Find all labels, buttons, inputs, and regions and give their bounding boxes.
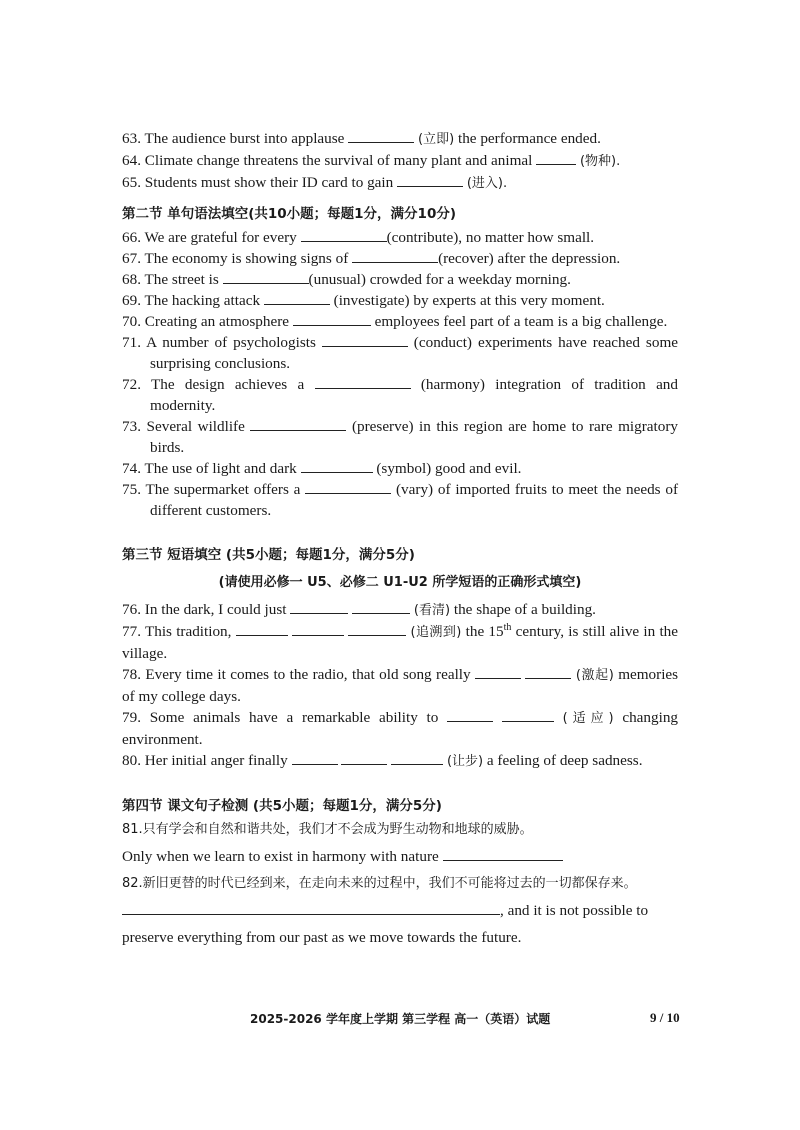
question-73: 73. Several wildlife (preserve) in this region are home to rare migratory birds. [122,418,678,456]
question-66: 66. We are grateful for every (contribute), no matter how small. [122,229,595,246]
answer-blank[interactable] [292,623,344,636]
question-68: 68. The street is (unusual) crowded for a weekday morning. [122,271,571,288]
question-77: 77. This tradition, (追溯到) the 15th century, is still alive in the village. [122,621,679,662]
answer-blank[interactable] [292,752,338,765]
question-63: 63. The audience burst into applause (立即) the performance ended. [122,130,601,147]
question-75: 75. The supermarket offers a (vary) of imported fruits to meet the needs of different customers. [122,481,679,519]
answer-blank[interactable] [443,848,563,861]
question-67: 67. The economy is showing signs of (recover) after the depression. [122,250,621,267]
question-80: 80. Her initial anger finally (让步) a feeling of deep sadness. [122,752,643,769]
question-82-english: , and it is not possible to [122,900,678,921]
question-82-english-cont: preserve everything from our past as we move towards the future. [122,929,522,946]
section-4-title: 第四节 课文句子检测 (共5小题；每题1分，满分5分) [122,798,442,814]
answer-blank[interactable] [352,250,438,263]
answer-blank[interactable] [447,709,493,722]
answer-blank[interactable] [236,623,288,636]
answer-blank[interactable] [290,601,348,614]
question-65: 65. Students must show their ID card to gain (进入). [122,174,508,191]
answer-blank[interactable] [122,902,500,915]
question-71: 71. A number of psychologists (conduct) experiments have reached some surprising conclusions. [122,334,678,372]
answer-blank[interactable] [301,460,373,473]
answer-blank[interactable] [525,666,571,679]
answer-blank[interactable] [341,752,387,765]
answer-blank[interactable] [264,292,330,305]
answer-blank[interactable] [502,709,554,722]
answer-blank[interactable] [397,174,463,187]
question-64: 64. Climate change threatens the survival of many plant and animal (物种). [122,152,621,169]
question-74: 74. The use of light and dark (symbol) good and evil. [122,460,522,477]
answer-blank[interactable] [391,752,443,765]
section-3-note: (请使用必修一 U5、必修二 U1-U2 所学短语的正确形式填空) [218,575,582,590]
answer-blank[interactable] [305,481,391,494]
footer-title: 2025-2026 学年度上学期 第三学程 高一（英语）试题 [250,1012,551,1026]
answer-blank[interactable] [250,418,346,431]
section-2-title: 第二节 单句语法填空(共10小题；每题1分，满分10分) [122,206,457,222]
answer-blank[interactable] [348,130,414,143]
answer-blank[interactable] [348,623,406,636]
question-76: 76. In the dark, I could just (看清) the shape of a building. [122,601,596,618]
answer-blank[interactable] [475,666,521,679]
answer-blank[interactable] [315,376,411,389]
question-72: 72. The design achieves a (harmony) integration of tradition and modernity. [122,376,678,414]
answer-blank[interactable] [322,334,408,347]
section-3-title: 第三节 短语填空 (共5小题；每题1分，满分5分) [122,547,415,563]
question-69: 69. The hacking attack (investigate) by experts at this very moment. [122,292,605,309]
question-81-english: Only when we learn to exist in harmony with nature [122,846,678,867]
answer-blank[interactable] [352,601,410,614]
question-79: 79. Some animals have a remarkable ability to (适应) changing environment. [122,709,679,748]
answer-blank[interactable] [293,313,371,326]
answer-blank[interactable] [223,271,309,284]
page-number: 9 / 10 [650,1010,680,1025]
answer-blank[interactable] [301,229,387,242]
answer-blank[interactable] [536,152,576,165]
question-70: 70. Creating an atmosphere employees feel part of a team is a big challenge. [122,313,668,330]
question-81-chinese: 81.只有学会和自然和谐共处，我们才不会成为野生动物和地球的威胁。 [122,822,533,837]
question-content [122,128,678,948]
question-82-chinese: 82.新旧更替的时代已经到来，在走向未来的过程中，我们不可能将过去的一切都保存来。 [122,876,637,891]
question-78: 78. Every time it comes to the radio, that old song really (激起) memories of my college days. [122,666,679,705]
